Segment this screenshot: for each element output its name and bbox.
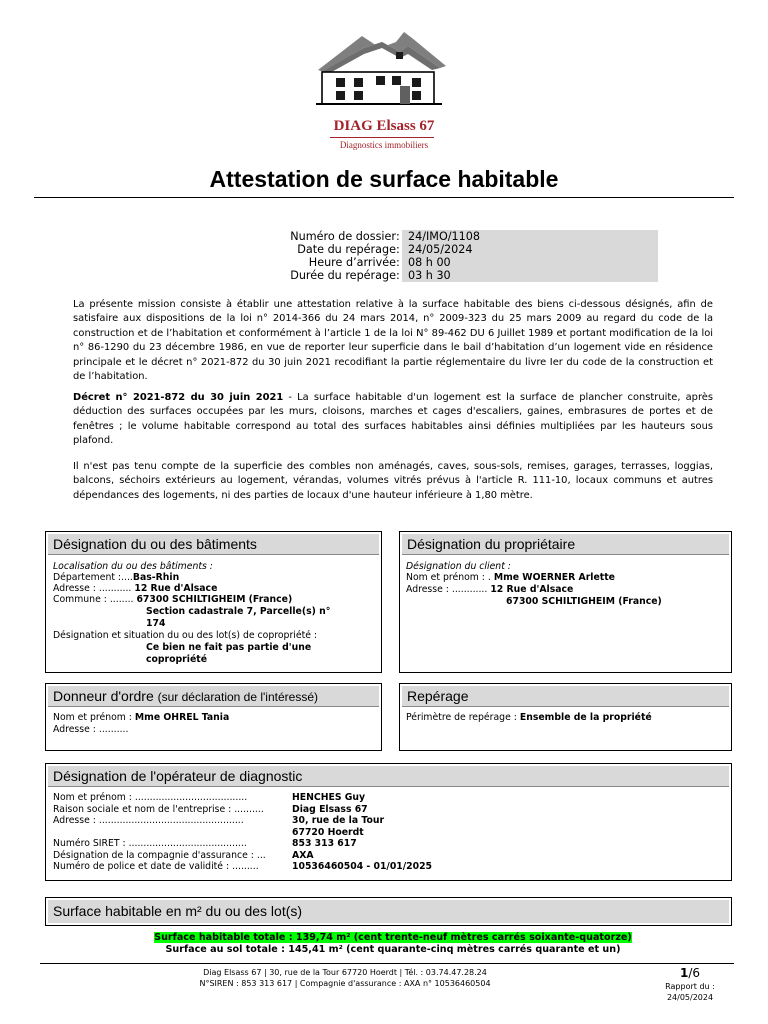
dossier-value: 08 h 00 — [402, 256, 658, 269]
dossier-row: Heure d’arrivée : 08 h 00 — [200, 256, 660, 269]
operateur-label: Raison sociale et nom de l'entreprise : .......... — [53, 803, 264, 815]
operateur-row — [53, 861, 259, 873]
batiments-heading: Désignation du ou des bâtiments — [48, 534, 379, 555]
title-divider — [34, 197, 734, 198]
proprietaire-subheading: Désignation du client : — [406, 561, 511, 572]
departement-value: Bas-Rhin — [132, 572, 180, 583]
lot-label: Désignation et situation du ou des lot(s) de copropriété : — [53, 630, 318, 641]
adresse-label: Adresse : ........... — [53, 583, 132, 594]
dossier-row: Date du repérage : 24/05/2024 — [200, 243, 660, 256]
operateur-label: Adresse : ................................................. — [53, 815, 244, 826]
surface-section — [45, 897, 732, 926]
dossier-value: 24/IMO/1108 — [402, 230, 658, 243]
dossier-label: Heure d’arrivée — [308, 256, 396, 269]
operateur-value: 853 313 617 — [292, 838, 357, 849]
commune-label: Commune : ........ — [53, 594, 134, 605]
decret-reference: Décret n° 2021-872 du 30 juin 2021 — [73, 392, 284, 403]
operateur-label: Numéro SIRET : ........................................ — [53, 838, 247, 849]
commune-value: 67300 SCHILTIGHEIM (France) — [136, 594, 293, 605]
brand-divider — [330, 137, 434, 138]
brand-subtitle: Diagnostics immobiliers — [339, 140, 429, 150]
donneur-nom-value: Mme OHREL Tania — [134, 712, 230, 723]
perimetre-value: Ensemble de la propriété — [519, 712, 652, 723]
cadastre-value: Section cadastrale 7, Parcelle(s) n° — [146, 606, 331, 617]
dossier-label: Numéro de dossier — [290, 230, 396, 243]
operateur-value: Diag Elsass 67 — [292, 803, 368, 815]
surface-total-row — [0, 932, 768, 944]
operateur-value: 30, rue de la Tour — [292, 815, 385, 826]
rapport-date: 24/05/2024 — [666, 993, 714, 1002]
operateur-row — [53, 838, 247, 850]
brand-name: DIAG Elsass 67 — [333, 118, 435, 134]
operateur-label: Numéro de police et date de validité : ......... — [53, 861, 259, 872]
dossier-row: Numéro de dossier : 24/IMO/1108 — [200, 230, 660, 243]
lot-value-2: copropriété — [146, 654, 208, 665]
decret-text: - La surface habitable d'un logement est la surface de plancher construite, après déduction des surfaces occupées par les murs, cloisons, marches et cages d'escaliers, gaines, embrasures de portes et de fenêtres ; le volume habitable correspond au total des surfaces habitables ainsi définies multipliées par les hauteurs sous plafond. — [73, 392, 714, 447]
page-total: /6 — [688, 966, 701, 980]
donneur-title: Donneur d'ordre — [53, 688, 154, 704]
intro-paragraph: La présente mission consiste à établir une attestation relative à la surface habitable des biens ci-dessous désignés, afin de satisfaire aux dispositions de la loi n° 2014-366 du 24 mars 2014, n° 2009-323 du 25 mars 2009 au regard du code de la construction et de l’habitation et conformément à l’article 1 de la loi N° 89-462 DU 6 Juillet 1989 et portant modification de la loi n° 86-1290 du 23 décembre 1986, en vue de reporter leur superficie dans le bail d’habitation d’un logement vide en résidence principale et le décret n° 2021-872 du 30 juin 2021 recodifiant la partie réglementaire du livre Ier du code de la construction et de l’habitation. — [73, 299, 713, 383]
donneur-section — [45, 683, 382, 751]
reperage-section — [399, 683, 732, 751]
page-current: 1 — [679, 966, 689, 980]
dossier-label: Durée du repérage — [290, 269, 396, 282]
operateur-value: HENCHES Guy — [292, 792, 366, 803]
dossier-label: Date du repérage — [297, 243, 396, 256]
perimetre-label: Périmètre de repérage : — [406, 712, 517, 723]
proprietaire-nom-label: Nom et prénom : . — [406, 572, 491, 583]
operateur-value: AXA — [292, 849, 314, 861]
page-title: Attestation de surface habitable — [209, 166, 559, 192]
proprietaire-ville-value: 67300 SCHILTIGHEIM (France) — [506, 596, 662, 607]
rapport-label: Rapport du : — [665, 982, 715, 991]
surface-heading: Surface habitable en m² du ou des lot(s) — [48, 900, 729, 923]
page-number — [660, 966, 720, 980]
operateur-section — [45, 763, 732, 881]
house-logo-icon — [312, 28, 452, 112]
footer-divider — [40, 963, 734, 964]
operateur-heading: Désignation de l'opérateur de diagnostic — [48, 766, 729, 787]
donneur-note: (sur déclaration de l'intéressé) — [157, 690, 318, 704]
surface-total: Surface habitable totale : 139,74 m² (cent trente-neuf mètres carrés soixante-quatorze) — [154, 932, 632, 943]
dossier-value: 24/05/2024 — [402, 243, 658, 256]
batiments-subheading: Localisation du ou des bâtiments : — [53, 561, 213, 572]
operateur-label: Désignation de la compagnie d'assurance : ... — [53, 849, 266, 861]
reperage-heading: Repérage — [402, 686, 729, 707]
departement-label: Département :.... — [53, 572, 133, 583]
proprietaire-heading: Désignation du propriétaire — [402, 534, 729, 555]
surface-sol: Surface au sol totale : 145,41 m² (cent quarante-cinq mètres carrés quarante et un) — [165, 944, 621, 955]
footer-line-2: N°SIREN : 853 313 617 | Compagnie d'assurance : AXA n° 10536460504 — [199, 979, 491, 988]
exclusion-paragraph: Il n'est pas tenu compte de la superficie des combles non aménagés, caves, sous-sols, remises, garages, terrasses, loggias, balcons, séchoirs extérieurs au logement, vérandas, volumes vitrés prévus à l'article R. 111-10, locaux communs et autres dépendances des logements, ni des parties de locaux d'une hauteur inférieure à 1,80 mètre. — [73, 461, 713, 501]
dossier-row: Durée du repérage : 03 h 30 — [200, 269, 660, 282]
proprietaire-adresse-value: 12 Rue d'Alsace — [490, 584, 574, 595]
operateur-label: Nom et prénom : ...................................... — [53, 792, 248, 803]
operateur-row — [53, 815, 244, 827]
operateur-value: 10536460504 - 01/01/2025 — [292, 861, 433, 872]
proprietaire-adresse-label: Adresse : ............ — [406, 584, 488, 595]
proprietaire-nom-value: Mme WOERNER Arlette — [493, 572, 615, 583]
donneur-nom-label: Nom et prénom : — [53, 712, 132, 723]
adresse-value: 12 Rue d'Alsace — [134, 583, 218, 594]
decret-paragraph — [73, 391, 713, 449]
donneur-adresse-label: Adresse : .......... — [53, 724, 129, 735]
footer-line-1: Diag Elsass 67 | 30, rue de la Tour 67720 Hoerdt | Tél. : 03.74.47.28.24 — [203, 968, 487, 977]
batiments-section — [45, 531, 382, 673]
operateur-row — [53, 850, 266, 862]
operateur-value: 67720 Hoerdt — [292, 826, 364, 838]
operateur-row — [53, 792, 247, 804]
lot-value: Ce bien ne fait pas partie d'une — [146, 642, 312, 653]
dossier-value: 03 h 30 — [402, 269, 658, 282]
donneur-heading — [48, 686, 379, 707]
operateur-row — [53, 804, 264, 816]
parcelle-value: 174 — [146, 618, 166, 629]
proprietaire-section — [399, 531, 732, 673]
